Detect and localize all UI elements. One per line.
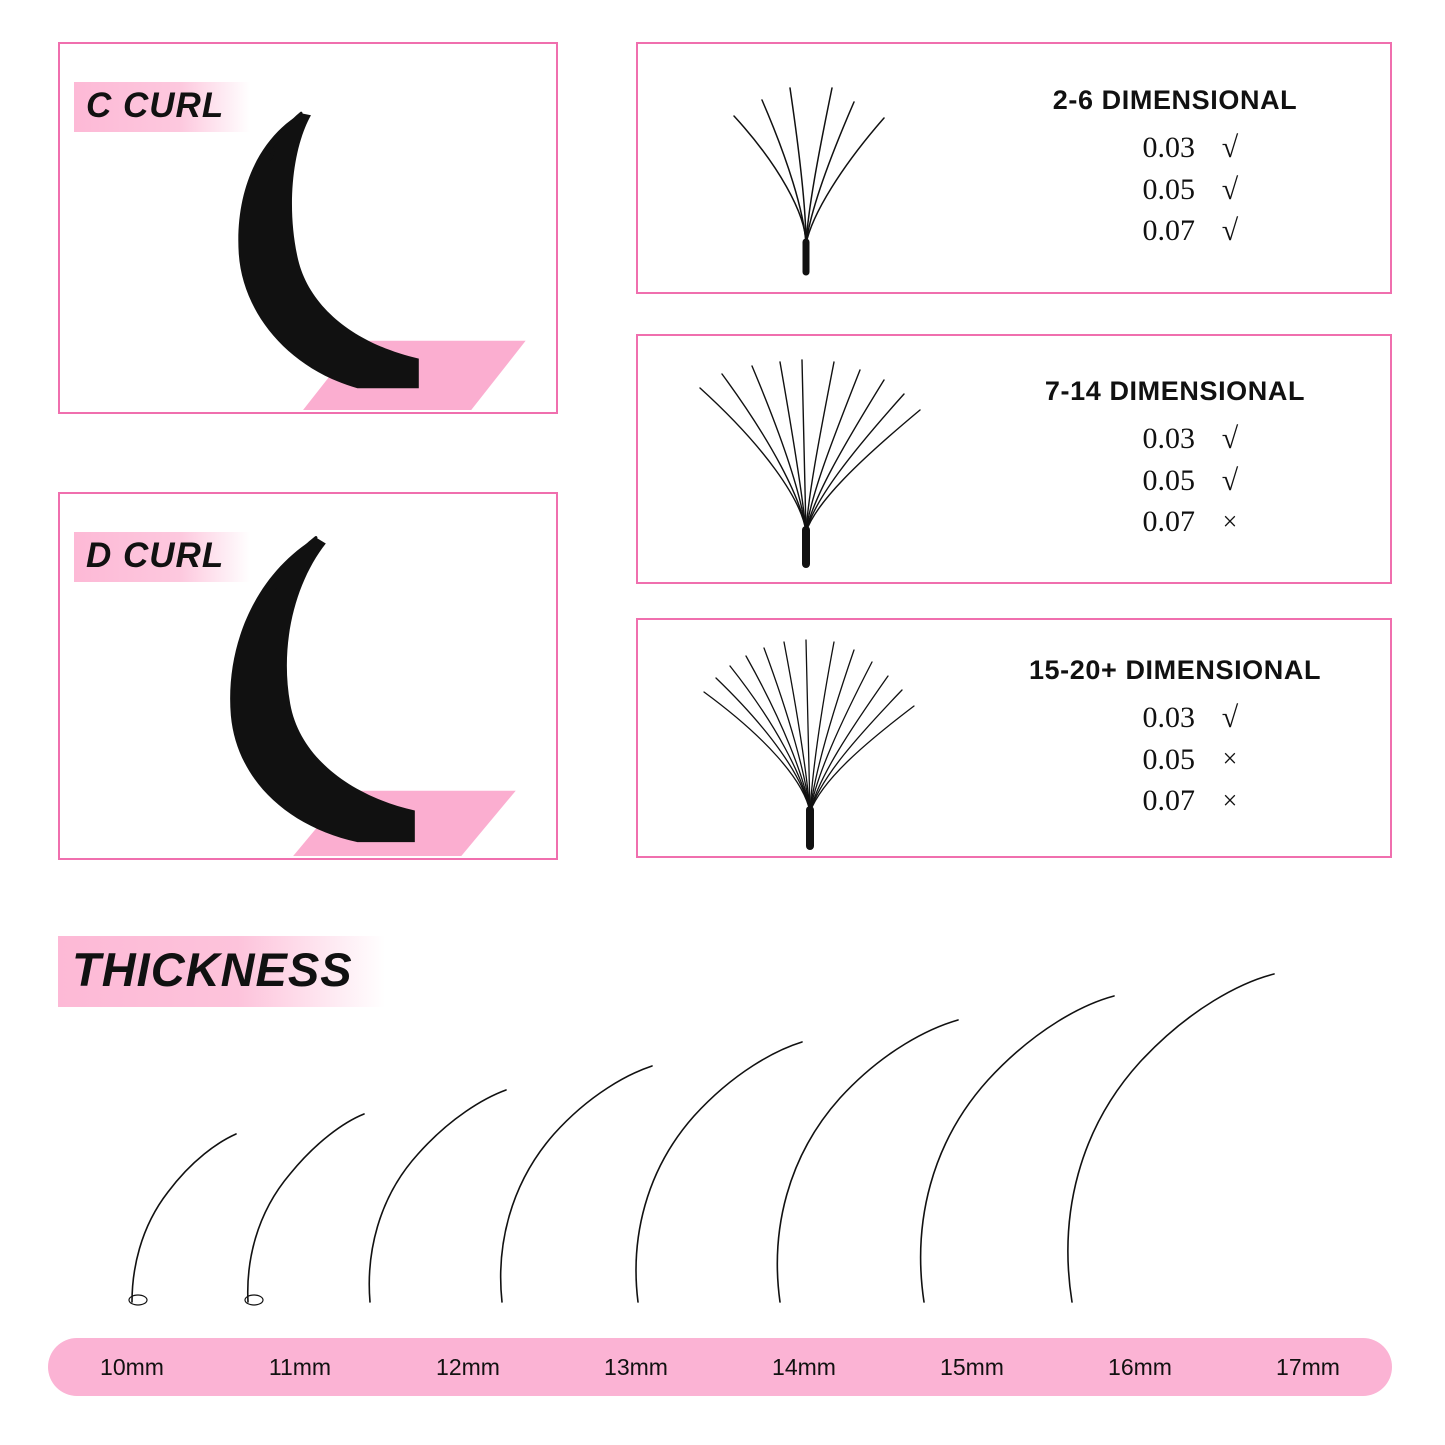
thickness-support-list — [1085, 698, 1265, 821]
support-mark: √ — [1221, 463, 1239, 497]
support-mark: × — [1222, 785, 1238, 815]
c-curl-label: C CURL — [74, 82, 250, 132]
support-mark: × — [1222, 506, 1238, 536]
d-curl-lash-shape — [230, 538, 415, 843]
support-mark: × — [1222, 744, 1238, 774]
dimensional-panel-2-6 — [636, 42, 1392, 294]
thickness-value: 0.05 — [1142, 172, 1195, 206]
dimensional-title: 15-20+ DIMENSIONAL — [1028, 655, 1322, 686]
thickness-value: 0.05 — [1142, 463, 1195, 497]
table-row — [1085, 740, 1265, 780]
thickness-value: 0.07 — [1142, 505, 1195, 539]
c-curl-panel — [58, 42, 558, 414]
thickness-value: 0.07 — [1142, 214, 1195, 248]
size-chip: 10mm — [100, 1353, 164, 1380]
table-row — [1085, 128, 1265, 168]
size-chip: 12mm — [436, 1353, 500, 1380]
size-chip: 16mm — [1108, 1353, 1172, 1380]
dimensional-panel-7-14 — [636, 334, 1392, 584]
table-row — [1085, 419, 1265, 459]
d-curl-pink-base — [293, 791, 516, 856]
thickness-support-list — [1085, 128, 1265, 251]
fan-illustration-15-20 — [638, 620, 968, 856]
dimensional-title: 7-14 DIMENSIONAL — [1044, 376, 1306, 407]
table-row — [1085, 781, 1265, 821]
size-chip: 13mm — [604, 1353, 668, 1380]
thickness-value: 0.03 — [1142, 701, 1195, 735]
fan-illustration-7-14 — [638, 336, 968, 582]
fan-illustration-2-6 — [638, 44, 968, 292]
table-row — [1085, 502, 1265, 542]
dimensional-title: 2-6 DIMENSIONAL — [1052, 85, 1298, 116]
thickness-value: 0.03 — [1142, 422, 1195, 456]
size-chip: 14mm — [772, 1353, 836, 1380]
support-mark: √ — [1221, 701, 1239, 735]
support-mark: √ — [1221, 422, 1239, 456]
table-row — [1085, 170, 1265, 210]
thickness-value: 0.03 — [1142, 131, 1195, 165]
support-mark: √ — [1221, 131, 1239, 165]
c-curl-lash-shape — [238, 113, 418, 388]
size-chip: 17mm — [1276, 1353, 1340, 1380]
thickness-value: 0.05 — [1142, 742, 1195, 776]
thickness-support-list — [1085, 419, 1265, 542]
size-chip: 11mm — [268, 1353, 332, 1380]
support-mark: √ — [1221, 214, 1239, 248]
table-row — [1085, 461, 1265, 501]
table-row — [1085, 211, 1265, 251]
size-legend-bar — [48, 1338, 1392, 1396]
dimensional-panel-15-20 — [636, 618, 1392, 858]
lash-length-illustration — [40, 970, 1420, 1330]
table-row — [1085, 698, 1265, 738]
support-mark: √ — [1221, 172, 1239, 206]
thickness-value: 0.07 — [1142, 784, 1195, 818]
size-chip: 15mm — [940, 1353, 1004, 1380]
d-curl-panel — [58, 492, 558, 860]
thickness-heading: THICKNESS — [58, 936, 385, 1007]
c-curl-pink-base — [303, 341, 526, 410]
d-curl-label: D CURL — [74, 532, 250, 582]
